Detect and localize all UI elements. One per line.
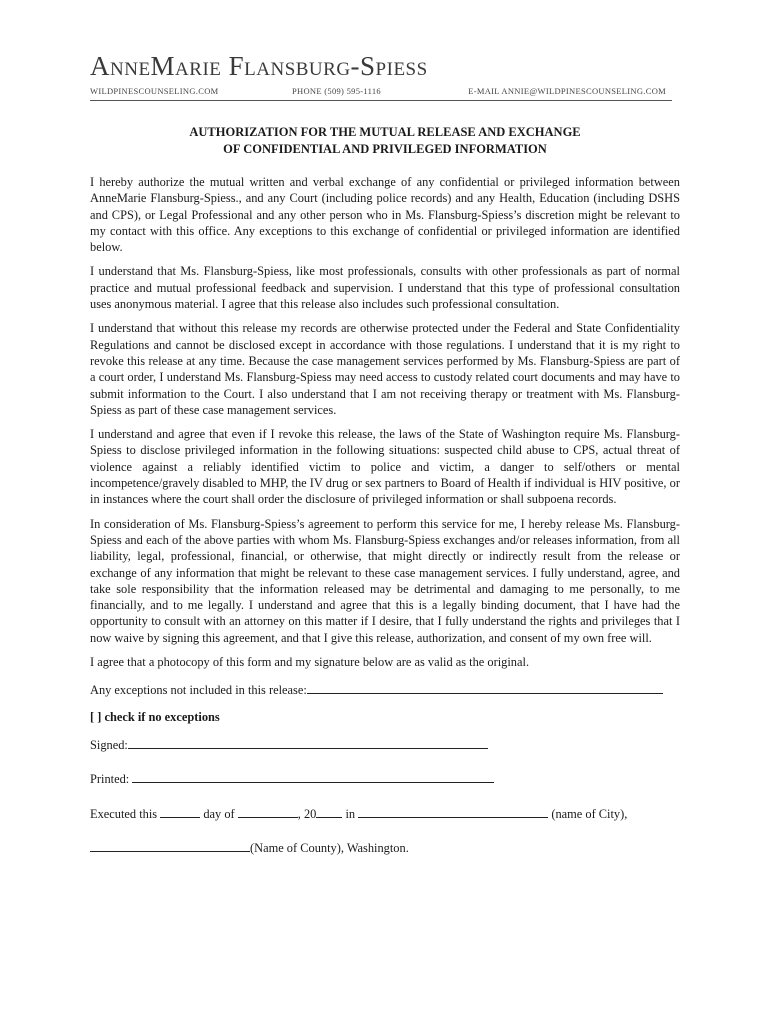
executed-label: Executed this — [90, 806, 158, 821]
county-label: (Name of County), Washington. — [250, 840, 409, 855]
practitioner-name: AnneMarie Flansburg-Spiess — [90, 51, 428, 81]
signed-field — [90, 735, 680, 753]
title-line-1: AUTHORIZATION FOR THE MUTUAL RELEASE AND EXCHANGE — [189, 125, 581, 139]
county-blank[interactable] — [90, 838, 250, 852]
printed-label: Printed: — [90, 772, 130, 787]
year-prefix: , 20 — [297, 806, 317, 821]
document-body — [90, 174, 680, 864]
exceptions-field — [90, 680, 680, 698]
month-blank[interactable] — [238, 804, 298, 818]
executed-field — [90, 804, 680, 822]
county-field — [90, 838, 680, 856]
city-label: (name of City), — [551, 806, 628, 821]
website-text: WILDPINESCOUNSELING.COM — [90, 86, 219, 96]
in-label: in — [345, 806, 356, 821]
title-line-2: OF CONFIDENTIAL AND PRIVILEGED INFORMATION — [223, 142, 547, 156]
signature-blank[interactable] — [128, 735, 488, 749]
email-text: E-MAIL ANNIE@WILDPINESCOUNSELING.COM — [468, 86, 666, 96]
paragraph-mandated-disclosure: I understand and agree that even if I revoke this release, the laws of the State of Washington require Ms. Flansburg-Spiess to disclose privileged information in the following situations: suspected child abuse to CPS, actual threat of violence against a reliably identified victim to police and victim, a danger to self/others or mental incompetence/gravely disabled to MHP, the IV drug or sex partners to Board of Health if individual is HIV positive, or in instances where the court shall order the disclosure of privileged information or shall subpoena records. — [90, 427, 680, 507]
signed-label: Signed: — [90, 737, 128, 752]
paragraph-photocopy: I agree that a photocopy of this form and my signature below are as valid as the original. — [90, 655, 530, 670]
day-blank[interactable] — [160, 804, 200, 818]
printed-name-blank[interactable] — [132, 769, 494, 783]
paragraph-confidentiality: I understand that without this release my records are otherwise protected under the Federal and State Confidentiality Regulations and cannot be disclosed except in accordance with those regulations. I understand that it is my right to revoke this release at any time. Because the case management services performed by Ms. Flansburg-Spiess are part of a court order, I understand Ms. Flansburg-Spiess may need access to custody related court documents and may have to submit information to the Court. I also understand that I am not receiving therapy or treatment with Ms. Flansburg-Spiess as part of these case management services. — [90, 321, 680, 417]
paragraph-authorization: I hereby authorize the mutual written and verbal exchange of any confidential or privileged information between AnneMarie Flansburg-Spiess., and any Court (including police records) and any Health, Education (including DSHS and CPS), or Legal Professional and any other person who in Ms. Flansburg-Spiess’s discretion might be relevant to my contact with this office. Any exceptions to this exchange of confidential or privileged information are identified below. — [90, 175, 680, 255]
document-title — [90, 124, 680, 158]
contact-row — [90, 86, 672, 101]
paragraph-consultation: I understand that Ms. Flansburg-Spiess, like most professionals, consults with other professionals as part of normal practice and mutual professional feedback and supervision. I understand that this type of professional consultation uses anonymous material. I agree that this release also includes such professional consultation. — [90, 264, 680, 312]
paragraph-liability-release: In consideration of Ms. Flansburg-Spiess’s agreement to perform this service for me, I hereby release Ms. Flansburg-Spiess and each of the above parties with whom Ms. Flansburg-Spiess exchanges and/or releases information, from all liability, legal, professional, financial, or otherwise, that might directly or indirectly result from the release or exchange of any information that might be relevant to these case management services. I fully understand, agree, and take sole responsibility that the information released may be detrimental and damaging to me personally, to me financially, and to me legally. I understand and agree that this is a legally binding document, that I have had the opportunity to consult with an attorney on this matter if I desire, that I fully understand the rights and privileges that I now waive by signing this agreement, and that I give this release, authorization, and consent of my own free will. — [90, 516, 680, 645]
day-of-label: day of — [203, 806, 235, 821]
no-exceptions-checkbox[interactable]: [ ] check if no exceptions — [90, 709, 220, 724]
printed-field — [90, 769, 680, 787]
exceptions-label: Any exceptions not included in this release: — [90, 683, 307, 698]
year-blank[interactable] — [316, 804, 342, 818]
city-blank[interactable] — [358, 804, 548, 818]
letterhead — [90, 46, 672, 101]
phone-text: PHONE (509) 595-1116 — [292, 86, 381, 96]
exceptions-blank[interactable] — [307, 680, 663, 694]
